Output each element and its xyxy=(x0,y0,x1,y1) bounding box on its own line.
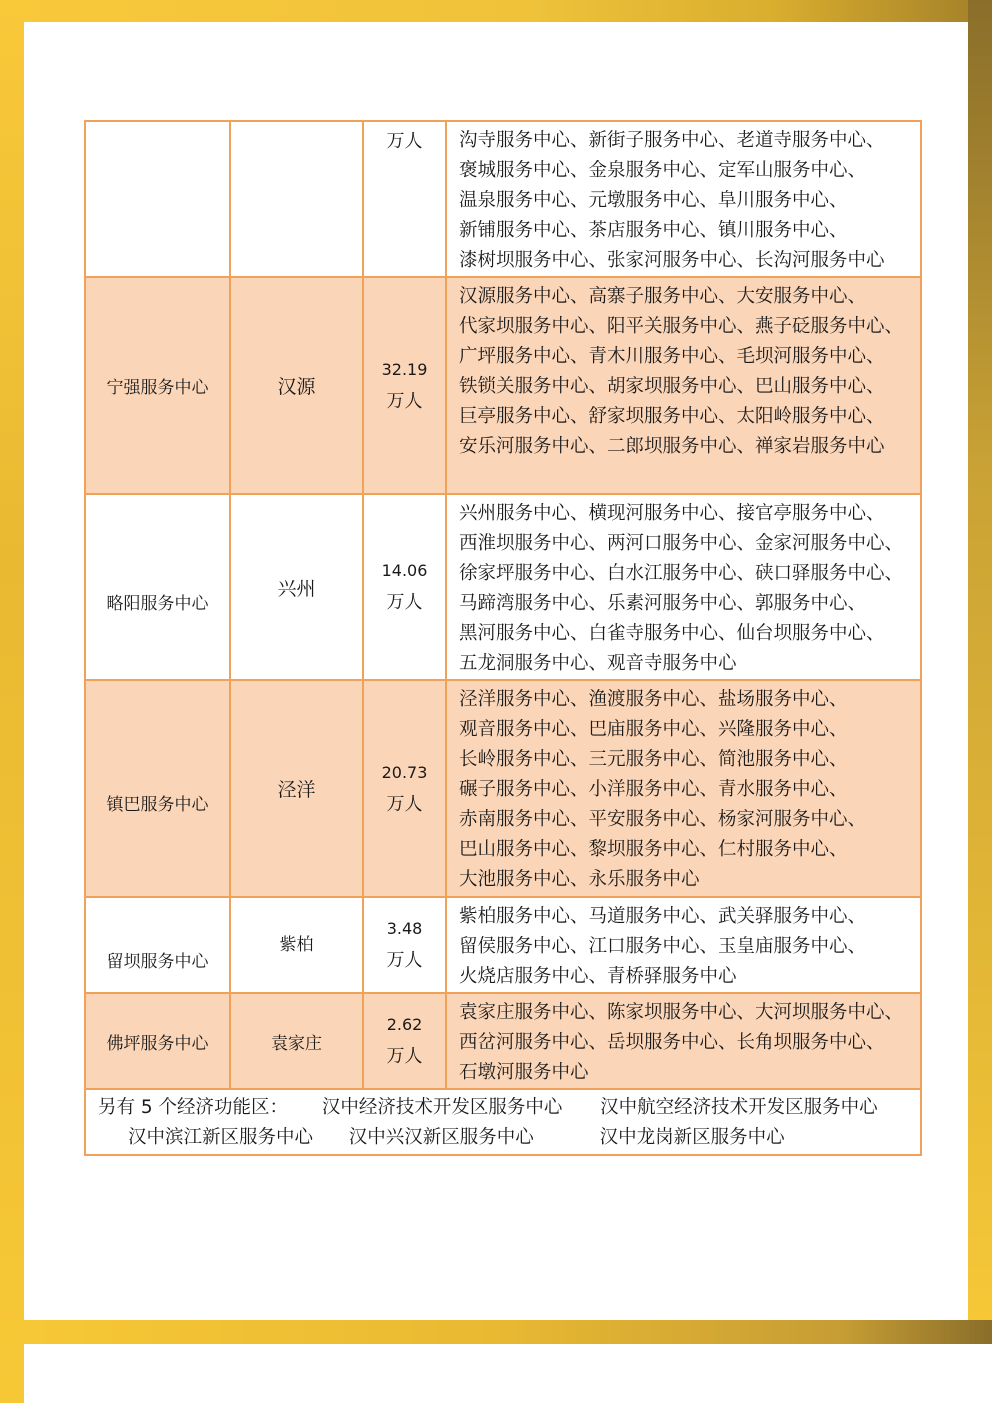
population-value: 3.48 xyxy=(386,919,423,938)
note-prefix: 另有 5 个经济功能区： xyxy=(98,1097,289,1118)
list-item: 马蹄湾服务中心、乐素河服务中心、郭服务中心、 xyxy=(459,593,867,614)
list-item: 黑河服务中心、白雀寺服务中心、仙台坝服务中心、 xyxy=(459,623,885,644)
population-unit: 万人 xyxy=(386,131,423,152)
population-value: 14.06 xyxy=(381,561,428,580)
seat-town: 紫柏 xyxy=(230,897,363,993)
county-center-name: 佛坪服务中心 xyxy=(85,993,230,1089)
list-item: 大池服务中心、永乐服务中心 xyxy=(459,869,700,890)
list-item: 石墩河服务中心 xyxy=(459,1062,589,1083)
list-item: 褒城服务中心、金泉服务中心、定军山服务中心、 xyxy=(459,160,867,181)
list-item: 兴州服务中心、横现河服务中心、接官亭服务中心、 xyxy=(459,503,885,524)
list-item: 新铺服务中心、茶店服务中心、镇川服务中心、 xyxy=(459,220,848,241)
table-row xyxy=(85,121,921,277)
population-value: 20.73 xyxy=(381,762,428,782)
population-unit: 万人 xyxy=(386,793,423,815)
town-centers-list xyxy=(446,993,921,1089)
list-item: 长岭服务中心、三元服务中心、简池服务中心、 xyxy=(459,749,848,770)
list-item: 漆树坝服务中心、张家河服务中心、长沟河服务中心 xyxy=(459,250,885,271)
list-item: 汉源服务中心、高寨子服务中心、大安服务中心、 xyxy=(459,286,867,307)
list-item: 沟寺服务中心、新街子服务中心、老道寺服务中心、 xyxy=(459,130,885,151)
service-center-table xyxy=(84,120,922,1156)
population-cell xyxy=(363,680,446,897)
town-centers-list xyxy=(446,897,921,993)
population-cell xyxy=(363,494,446,680)
seat-town: 袁家庄 xyxy=(230,993,363,1089)
population-cell xyxy=(363,897,446,993)
list-item: 观音服务中心、巴庙服务中心、兴隆服务中心、 xyxy=(459,719,848,740)
list-item: 巴山服务中心、黎坝服务中心、仁村服务中心、 xyxy=(459,839,848,860)
top-gold-bar xyxy=(0,0,969,22)
county-center-name xyxy=(85,121,230,277)
list-item: 西岔河服务中心、岳坝服务中心、长角坝服务中心、 xyxy=(459,1032,885,1053)
list-item: 广坪服务中心、青木川服务中心、毛坝河服务中心、 xyxy=(459,346,885,367)
list-item: 巨亭服务中心、舒家坝服务中心、太阳岭服务中心、 xyxy=(459,406,885,427)
left-gold-bar xyxy=(0,0,24,1403)
list-item: 铁锁关服务中心、胡家坝服务中心、巴山服务中心、 xyxy=(459,376,885,397)
seat-town xyxy=(230,121,363,277)
population-unit: 万人 xyxy=(386,390,423,412)
list-item: 赤南服务中心、平安服务中心、杨家河服务中心、 xyxy=(459,809,867,830)
list-item: 紫柏服务中心、马道服务中心、武关驿服务中心、 xyxy=(459,906,867,927)
population-cell xyxy=(363,993,446,1089)
table-row xyxy=(85,993,921,1089)
zone-name: 汉中航空经济技术开发区服务中心 xyxy=(600,1097,878,1118)
list-item: 泾洋服务中心、渔渡服务中心、盐场服务中心、 xyxy=(459,689,848,710)
table-row xyxy=(85,277,921,494)
population-unit: 万人 xyxy=(386,1046,423,1067)
list-item: 碾子服务中心、小洋服务中心、青水服务中心、 xyxy=(459,779,848,800)
list-item: 代家坝服务中心、阳平关服务中心、燕子砭服务中心、 xyxy=(459,316,904,337)
list-item: 留侯服务中心、江口服务中心、玉皇庙服务中心、 xyxy=(459,936,867,957)
list-item: 火烧店服务中心、青桥驿服务中心 xyxy=(459,966,737,987)
population-cell xyxy=(363,277,446,494)
zone-name: 汉中经济技术开发区服务中心 xyxy=(321,1097,563,1118)
table-row xyxy=(85,897,921,993)
population-unit: 万人 xyxy=(386,950,423,971)
population-value: 2.62 xyxy=(386,1015,423,1034)
county-center-name: 略阳服务中心 xyxy=(85,494,230,680)
table-row xyxy=(85,1089,921,1155)
list-item: 西淮坝服务中心、两河口服务中心、金家河服务中心、 xyxy=(459,533,904,554)
right-gold-bar xyxy=(968,0,992,1322)
zone-name: 汉中兴汉新区服务中心 xyxy=(348,1127,534,1148)
town-centers-list xyxy=(446,494,921,680)
county-center-name: 镇巴服务中心 xyxy=(85,680,230,897)
table-row xyxy=(85,680,921,897)
seat-town: 兴州 xyxy=(230,494,363,680)
list-item: 徐家坪服务中心、白水江服务中心、硖口驿服务中心、 xyxy=(459,563,904,584)
population-value: 32.19 xyxy=(381,359,428,379)
population-cell xyxy=(363,121,446,277)
zone-name: 汉中滨江新区服务中心 xyxy=(128,1127,314,1148)
town-centers-list xyxy=(446,680,921,897)
county-center-name: 留坝服务中心 xyxy=(85,897,230,993)
list-item: 安乐河服务中心、二郎坝服务中心、禅家岩服务中心 xyxy=(459,436,885,457)
seat-town: 汉源 xyxy=(230,277,363,494)
list-item: 温泉服务中心、元墩服务中心、阜川服务中心、 xyxy=(459,190,848,211)
seat-town: 泾洋 xyxy=(230,680,363,897)
town-centers-list xyxy=(446,121,921,277)
bottom-gold-bar xyxy=(0,1320,992,1344)
list-item: 袁家庄服务中心、陈家坝服务中心、大河坝服务中心、 xyxy=(459,1002,904,1023)
table-row xyxy=(85,494,921,680)
town-centers-list xyxy=(446,277,921,494)
economic-zones-note xyxy=(85,1089,921,1155)
zone-name: 汉中龙岗新区服务中心 xyxy=(599,1127,785,1148)
list-item: 五龙洞服务中心、观音寺服务中心 xyxy=(459,653,737,674)
population-unit: 万人 xyxy=(386,592,423,613)
county-center-name: 宁强服务中心 xyxy=(85,277,230,494)
